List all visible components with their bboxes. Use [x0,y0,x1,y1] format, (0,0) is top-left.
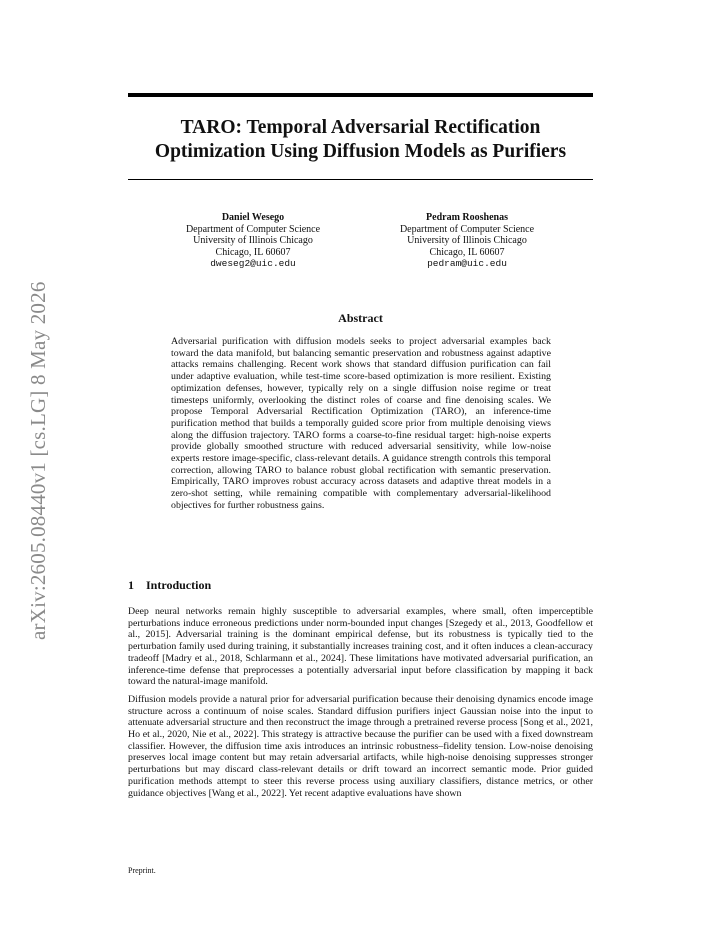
author-department: Department of Computer Science [399,223,535,235]
author-email: pedram@uic.edu [427,258,507,269]
paper-title: TARO: Temporal Adversarial Rectification Optimization Using Diffusion Models as Purifiers [154,117,567,162]
abstract-heading: Abstract [338,311,383,325]
author-name: Pedram Rooshenas [426,212,508,223]
author-university: University of Illinois Chicago [407,235,527,246]
author-university: University of Illinois Chicago [193,235,313,246]
arxiv-identifier-stamp: arXiv:2605.08440v1 [cs.LG] 8 May 2026 [26,281,50,640]
author-email: dweseg2@uic.edu [210,258,296,269]
author-location: Chicago, IL 60607 [429,246,505,258]
introduction-body [128,606,593,805]
abstract-body: Adversarial purification with diffusion models seeks to project adversarial examples back toward the data manifold, but balancing semantic preservation and robustness against adaptive attacks remains challenging. Recent work shows that standard diffusion purification can fail under adaptive evaluation, while test-time score-based optimization is more resilient. Existing optimization defenses, however, typically rely on a single diffusion noise regime or treat timesteps uniformly, overlooking the distinct roles of coarse and fine denoising scales. We propose Temporal Adversarial Rectification Optimization (TARO), an inference-time purification method that builds a temporally guided score prior from multiple denoising views along the diffusion trajectory. TARO forms a coarse-to-fine residual target: high-noise experts provide globally smoothed structure with reduced adversarial sensitivity, while low-noise experts restore image-specific, class-relevant details. A guidance strength controls this temporal correction, allowing TARO to balance robust global rectification with semantic preservation. Empirically, TARO improves robust accuracy across datasets and adaptive threat models in a zero-shot setting, while remaining compatible with complementary adversarial-likelihood objectives for further robustness gains. [171,336,551,511]
author-department: Department of Computer Science [185,223,321,235]
author-location: Chicago, IL 60607 [215,246,291,258]
section-title: Introduction [146,578,212,592]
author-name: Daniel Wesego [221,212,285,223]
paragraph: Deep neural networks remain highly susceptible to adversarial examples, where small, often imperceptible perturbations induce erroneous predictions under norm-bounded input changes [Szegedy et al., 2013, Goodfellow et al., 2015]. Adversarial training is the dominant empirical defense, but its robustness is typically tied to the perturbation family used during training, it substantially increases training cost, and it often induces a clean-accuracy tradeoff [Madry et al., 2018, Schlarmann et al., 2024]. These limitations have motivated adversarial purification, an inference-time defense that preprocesses a potentially adversarial input before classification by mapping it back toward the natural-image manifold. [128,606,593,688]
title-top-rule [128,93,593,97]
author-block-1 [153,212,353,270]
section-number: 1 [128,578,134,592]
paragraph: Diffusion models provide a natural prior for adversarial purification because their denoising dynamics encode image structure across a continuum of noise scales. Standard diffusion purifiers inject Gaussian noise into the input to attenuate adversarial structure and then reconstruct the image through a pretrained reverse process [Song et al., 2021, Ho et al., 2020, Nie et al., 2022]. This strategy is attractive because the purifier can be used with a fixed downstream classifier. However, the diffusion time axis introduces an intrinsic robustness–fidelity tension. Low-noise denoising preserves local image content but may retain adversarial artifacts, while high-noise denoising suppresses stronger perturbations but may discard class-relevant details or drift toward an incorrect semantic mode. Prior guided purification methods attempt to steer this reverse process using auxiliary classifiers, distance metrics, or other guidance objectives [Wang et al., 2022]. Yet recent adaptive evaluations have shown [128,693,593,799]
section-heading [128,578,211,593]
author-block-2 [367,212,567,270]
title-bottom-rule [128,179,593,180]
footer-note: Preprint. [128,866,156,875]
